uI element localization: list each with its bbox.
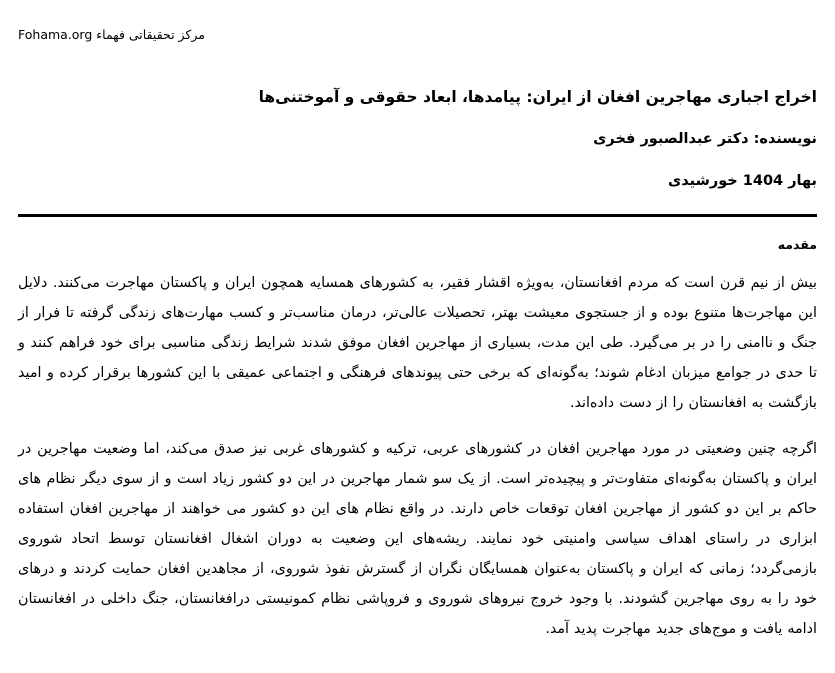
site-header — [18, 24, 817, 44]
document-date: بهار 1404 خورشیدی — [668, 173, 817, 189]
body-paragraph: اگرچه چنین وضعیتی در مورد مهاجرین افغان در کشورهای عربی، ترکیه و کشورهای غربی نیز صدق می‌کند، اما وضعیت مهاجرین در ایران و پاکستان به‌گونه‌ای متفاوت‌تر و پیچیده‌تر است. از یک سو شمار مهاجرین در این دو کشور زیاد است و از سوی دیگر نظام های حاکم بر این دو کشور از مهاجرین افغان توقعات خاص دارند. در واقع نظام های این دو کشور می خواهند از مهاجرین افغان استفاده ابزاری در راستای اهداف سیاسی وامنیتی خود نمایند. ریشه‌های این وضعیت به دوران اشغال افغانستان توسط اتحاد شوروی بازمی‌گردد؛ زمانی که ایران و پاکستان به‌عنوان همسایگان نگران از گسترش نفوذ شوروی، از مجاهدین افغان حمایت کردند و درهای خود را به روی مهاجرین گشودند. با وجود خروج نیروهای شوروی و فروپاشی نظام کمونیستی درافغانستان، جنگ داخلی در افغانستان ادامه یافت و موج‌های جدید مهاجرت پدید آمد. — [18, 441, 817, 637]
title-block — [18, 86, 817, 192]
document-title: اخراج اجباری مهاجرین افغان از ایران: پیامدها، ابعاد حقوقی و آموختنی‌ها — [258, 88, 817, 106]
body-paragraph: بیش از نیم قرن است که مردم افغانستان، به‌ویژه اقشار فقیر، به کشورهای همسایه همچون ایران و پاکستان مهاجرت می‌کنند. دلایل این مهاجرت‌ها متنوع بوده و از جستجوی معیشت بهتر، تحصیلات عالی‌تر، درمان مناسب‌تر و کسب مهارت‌های زندگی گرفته تا فرار از جنگ و ناامنی را در بر می‌گیرد. طی این مدت، بسیاری از مهاجرین افغان موفق شدند شرایط زندگی مناسبی برای خود فراهم کنند و تا حدی در جوامع میزبان ادغام شوند؛ به‌گونه‌ای که برخی حتی پیوندهای فرهنگی و اجتماعی عمیقی با این کشورها برقرار کرده و امید بازگشت به افغانستان را از دست داده‌اند. — [18, 275, 817, 411]
header-divider-rule — [18, 214, 817, 217]
site-brand-label: مرکز تحقیقاتی فهماء Fohama.org — [18, 27, 205, 42]
section-heading-introduction: مقدمه — [777, 237, 817, 252]
document-body — [18, 236, 817, 644]
document-author: نویسنده: دکتر عبدالصبور فخری — [593, 131, 817, 147]
